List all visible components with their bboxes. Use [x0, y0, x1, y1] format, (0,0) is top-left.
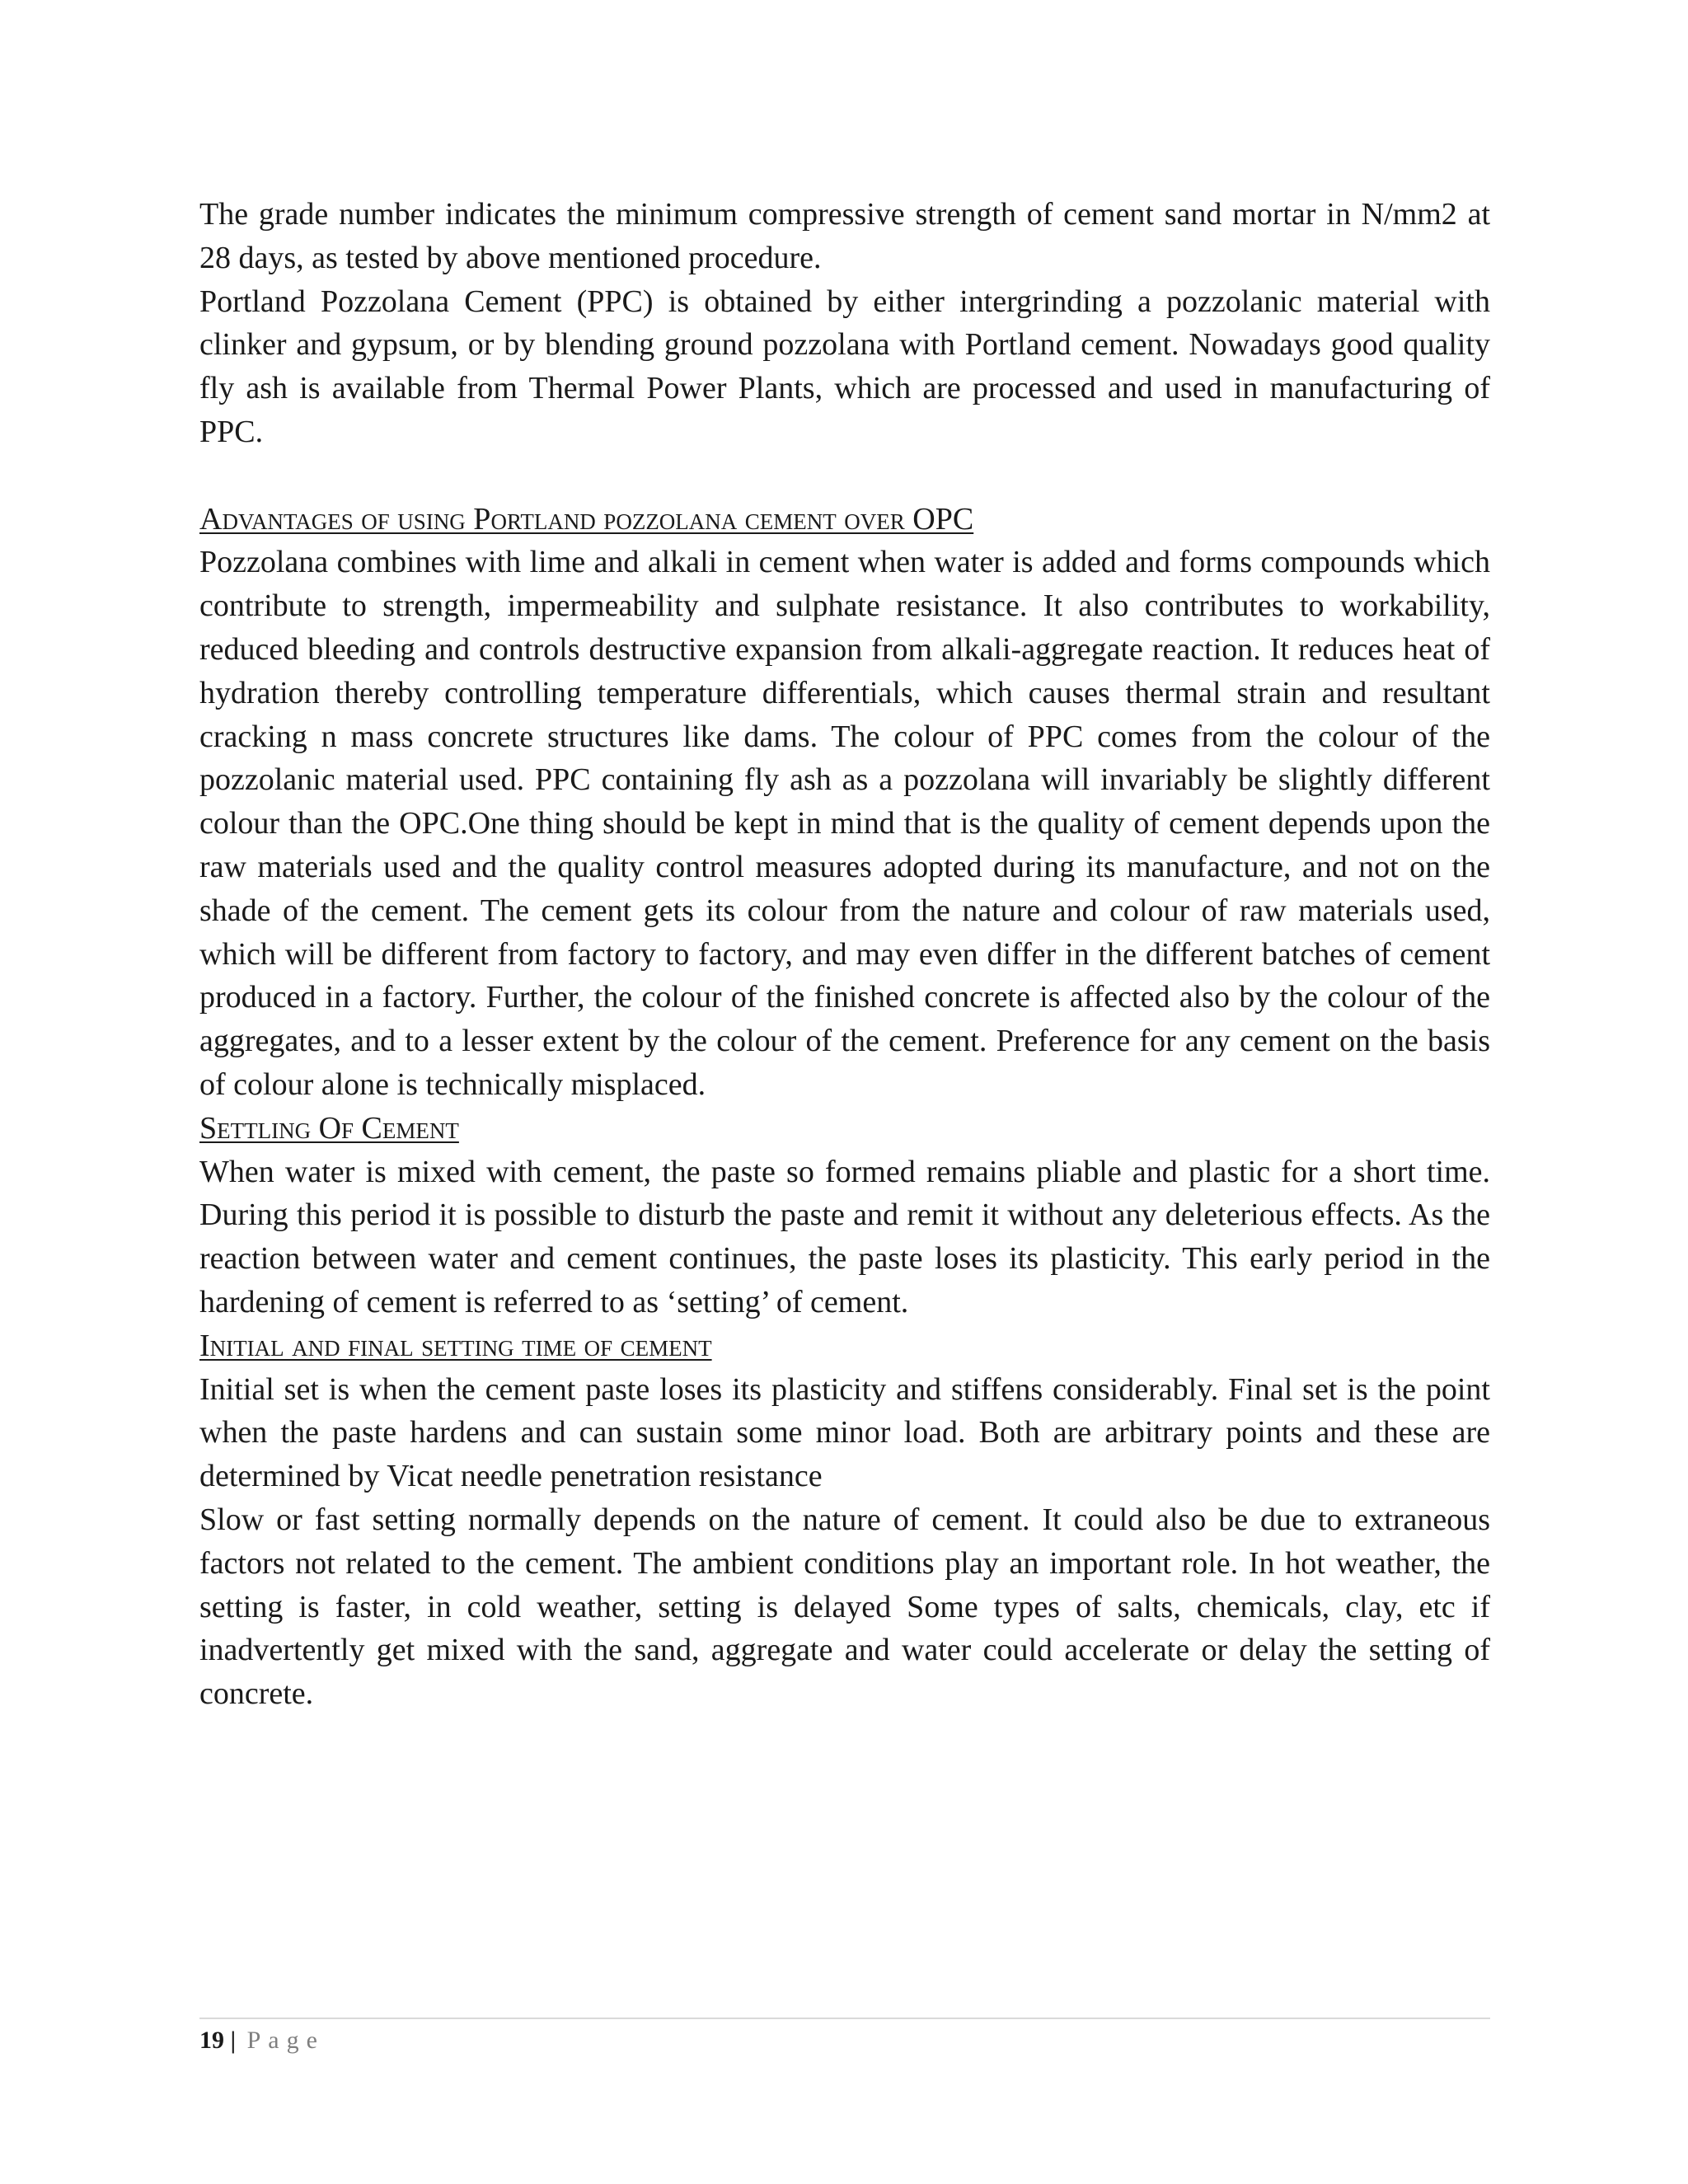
section-body-setting-time-2: Slow or fast setting normally depends on the nature of cement. It could also be due to extraneous factors not related to the cement. The ambient conditions play an important role. In hot weather, the setting is faster, in cold weather, setting is delayed Some types of salts, chemicals, clay, etc if inadvertently get mixed with the sand, aggregate and water could accelerate or delay the setting of concrete. — [199, 1502, 1490, 1712]
section-heading-setting-time: Initial and final setting time of cement — [199, 1328, 712, 1363]
page-body — [199, 193, 1490, 1716]
section-body-setting-time-1: Initial set is when the cement paste loses its plasticity and stiffens considerably. Final set is the point when the paste hardens and can sustain some minor load. Both are arbitrary points and these are determined by Vicat needle penetration resistance — [199, 1371, 1490, 1494]
section-body-advantages: Pozzolana combines with lime and alkali in cement when water is added and forms compounds which contribute to strength, impermeability and sulphate resistance. It also contributes to workability, reduced bleeding and controls destructive expansion from alkali-aggregate reaction. It reduces heat of hydration thereby controlling temperature differentials, which causes thermal strain and resultant cracking n mass concrete structures like dams. The colour of PPC comes from the colour of the pozzolanic material used. PPC containing fly ash as a pozzolana will invariably be slightly different colour than the OPC.One thing should be kept in mind that is the quality of cement depends upon the raw materials used and the quality control measures adopted during its manufacture, and not on the shade of the cement. The cement gets its colour from the nature and colour of raw materials used, which will be different from factory to factory, and may even differ in the different batches of cement produced in a factory. Further, the colour of the finished concrete is affected also by the colour of the aggregates, and to a lesser extent by the colour of the cement. Preference for any cement on the basis of colour alone is technically misplaced. — [199, 545, 1490, 1102]
section-heading-settling: Settling Of Cement — [199, 1110, 459, 1146]
section-heading-advantages: Advantages of using Portland pozzolana cement over OPC — [199, 501, 974, 537]
footer-divider — [199, 2018, 1490, 2019]
page-label: Page — [246, 2027, 325, 2054]
paragraph-spacer — [199, 454, 1490, 498]
intro-paragraph-grade: The grade number indicates the minimum compressive strength of cement sand mortar in N/mm2 at 28 days, as tested by above mentioned procedure. — [199, 197, 1490, 275]
footer-separator: | — [230, 2027, 237, 2054]
page-number: 19 — [199, 2027, 224, 2054]
intro-paragraph-ppc: Portland Pozzolana Cement (PPC) is obtained by either intergrinding a pozzolanic material with clinker and gypsum, or by blending ground pozzolana with Portland cement. Nowadays good quality fly ash is available from Thermal Power Plants, which are processed and used in manufacturing of PPC. — [199, 284, 1490, 449]
page-footer — [199, 2024, 325, 2057]
section-body-settling: When water is mixed with cement, the paste so formed remains pliable and plastic for a short time. During this period it is possible to disturb the paste and remit it without any deleterious effects. As the reaction between water and cement continues, the paste loses its plasticity. This early period in the hardening of cement is referred to as ‘setting’ of cement. — [199, 1154, 1490, 1319]
